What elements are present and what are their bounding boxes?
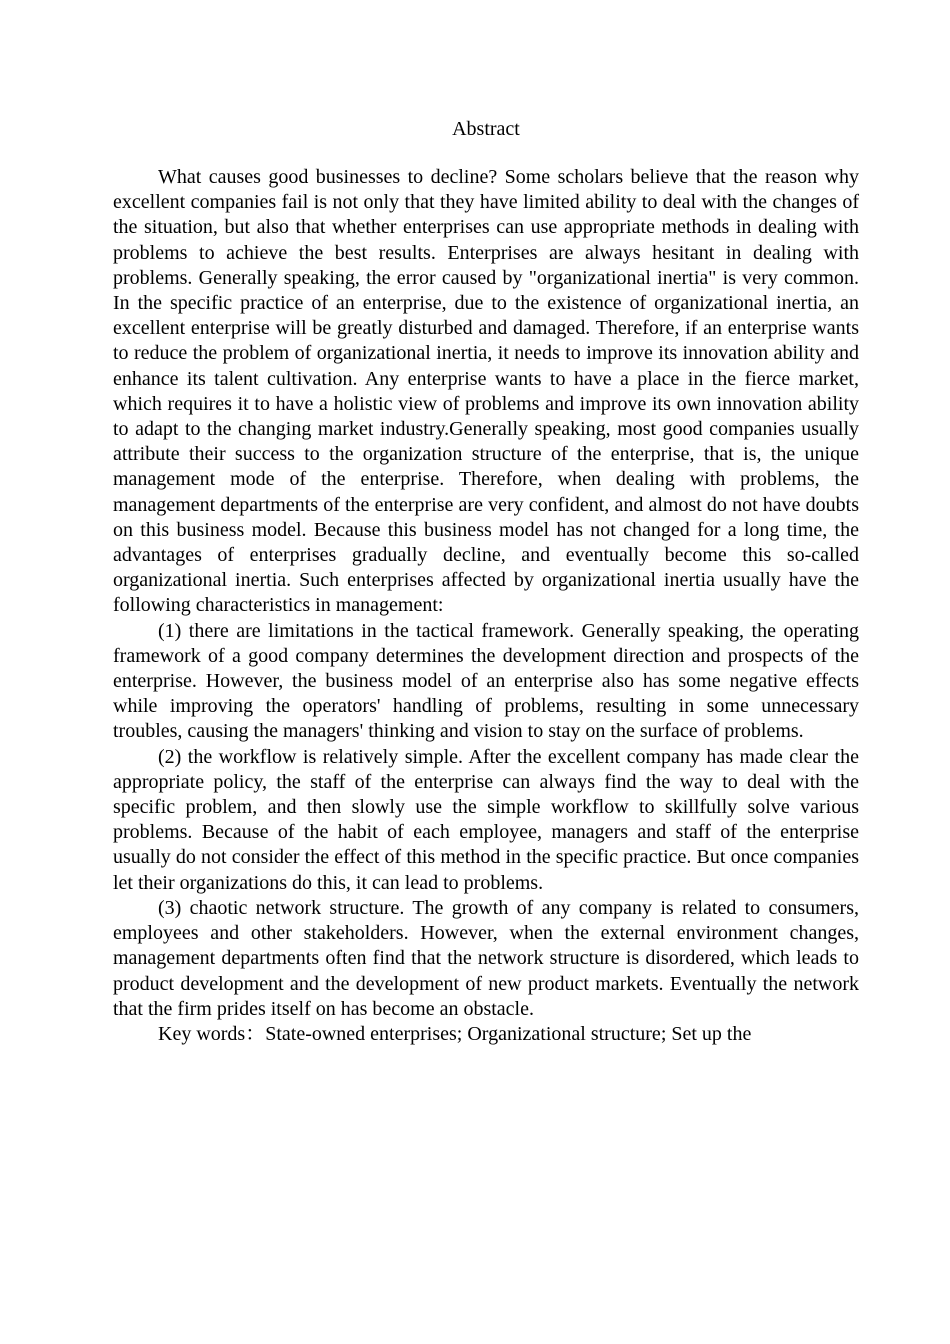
document-page <box>113 114 859 1047</box>
abstract-paragraph-point-3: (3) chaotic network structure. The growth of any company is related to consumers, employees and other stakeholders. However, when the external environment changes, management departments often find that the network structure is disordered, which leads to product development and the development of new product markets. Eventually the network that the firm prides itself on has become an obstacle. <box>113 896 859 1020</box>
abstract-paragraph-point-1: (1) there are limitations in the tactical framework. Generally speaking, the operating framework of a good company determines the development direction and prospects of the enterprise. However, the business model of an enterprise also has some negative effects while improving the operators' handling of problems, resulting in some unnecessary troubles, causing the managers' thinking and vision to stay on the surface of problems. <box>113 619 859 743</box>
abstract-paragraph-point-2: (2) the workflow is relatively simple. After the excellent company has made clear the appropriate policy, the staff of the enterprise can always find the way to deal with the specific problem, and then slowly use the simple workflow to skillfully solve various problems. Because of the habit of each employee, managers and staff of the enterprise usually do not consider the effect of this method in the specific practice. But once companies let their organizations do this, it can lead to problems. <box>113 745 859 894</box>
abstract-paragraph-intro: What causes good businesses to decline? Some scholars believe that the reason why excellent companies fail is not only that they have limited ability to deal with the changes of the situation, but also that whether enterprises can use appropriate methods in dealing with problems to achieve the best results. Enterprises are always hesitant in dealing with problems. Generally speaking, the error caused by "organizational inertia" is very common. In the specific practice of an enterprise, due to the existence of organizational inertia, an excellent enterprise will be greatly disturbed and damaged. Therefore, if an enterprise wants to reduce the problem of organizational inertia, it needs to improve its innovation ability and enhance its talent cultivation. Any enterprise wants to have a place in the fierce market, which requires it to have a holistic view of problems and improve its own innovation ability to adapt to the changing market industry.Generally speaking, most good companies usually attribute their success to the organization structure of the enterprise, that is, the unique management mode of the enterprise. Therefore, when dealing with problems, the management departments of the enterprise are very confident, and almost do not have doubts on this business model. Because this business model has not changed for a long time, the advantages of enterprises gradually decline, and eventually become this so-called organizational inertia. Such enterprises affected by organizational inertia usually have the following characteristics in management: <box>113 166 859 617</box>
abstract-title: Abstract <box>452 118 520 140</box>
keywords-line: Key words：State-owned enterprises; Organizational structure; Set up the <box>158 1022 752 1045</box>
